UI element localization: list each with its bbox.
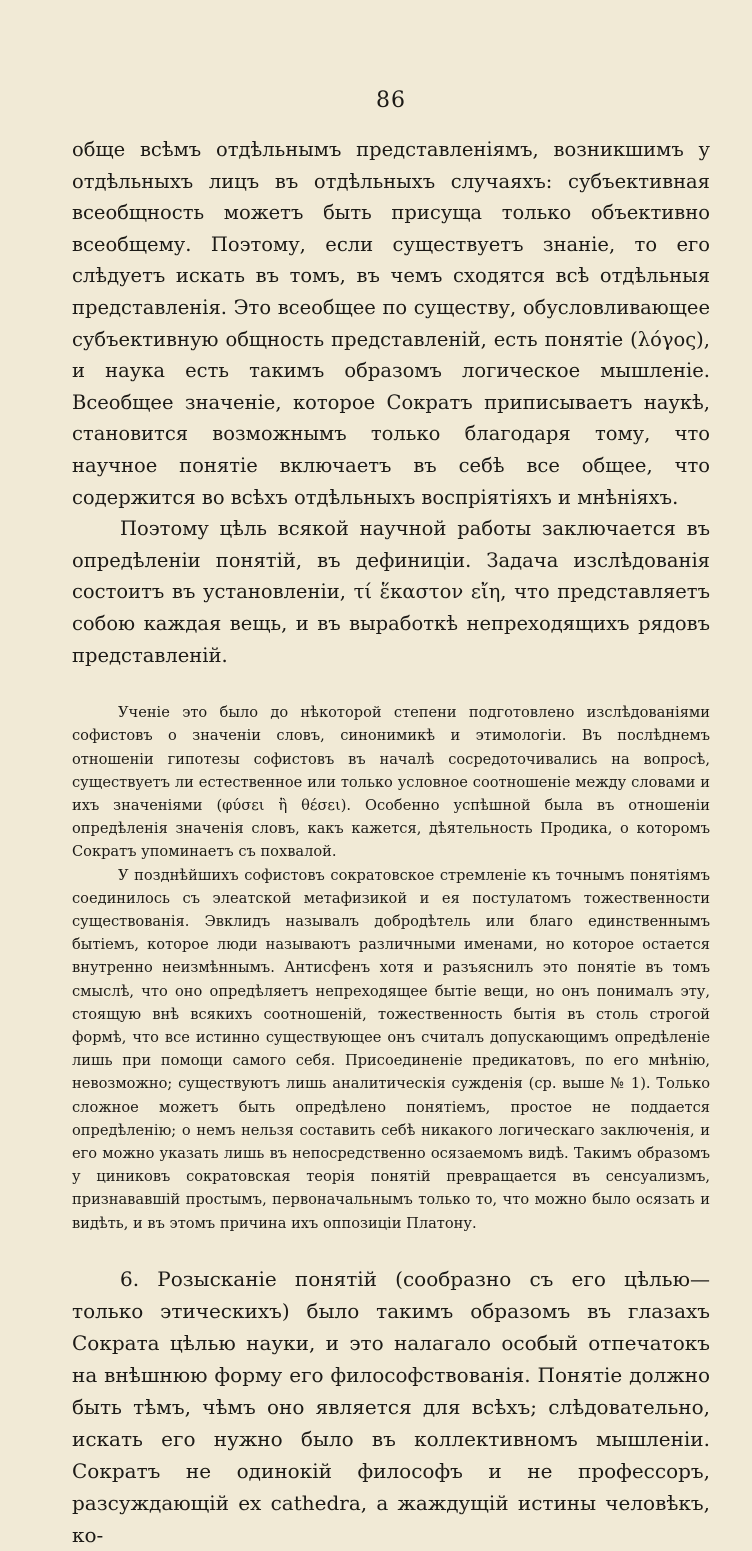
small-print-notes	[72, 701, 710, 1235]
main-text	[72, 134, 710, 671]
main-paragraph-1: обще всѣмъ отдѣльнымъ представленіямъ, возникшимъ у отдѣльныхъ лицъ въ отдѣльныхъ случаяхъ: субъективная всеобщность можетъ быть присуща только объективно всеобщему. Поэтому, если существуетъ знаніе, то его слѣдуетъ искать въ томъ, въ чемъ сходятся всѣ отдѣльныя представленія. Это всеобщее по существу, обусловливающее субъективную общность представленій, есть понятіе (λόγος), и наука есть такимъ образомъ логическое мышленіе. Всеобщее значеніе, которое Сократъ приписываетъ наукѣ, становится возможнымъ только благодаря тому, что научное понятіе включаетъ въ себѣ все общее, что содержится во всѣхъ отдѣльныхъ воспріятіяхъ и мнѣніяхъ.	[72, 138, 710, 509]
main-paragraph-2: Поэтому цѣль всякой научной работы заключается въ опредѣленіи понятій, въ дефиниціи. Задача изслѣдованія состоитъ въ установленіи, τί ἕκαστον εἴη, что представляетъ собою каждая вещь, и въ выработкѣ непреходящихъ рядовъ представленій.	[72, 517, 710, 667]
note-paragraph-2: У позднѣйшихъ софистовъ сократовское стремленіе къ точнымъ понятіямъ соединилось съ элеатской метафизикой и ея постулатомъ тожественности существованія. Эвклидъ называлъ добродѣтель или благо единственнымъ бытіемъ, которое люди называютъ различными именами, но которое остается внутренно неизмѣннымъ. Антисфенъ хотя и разъяснилъ это понятіе въ томъ смыслѣ, что оно опредѣляетъ непреходящее бытіе вещи, но онъ понималъ эту, стоящую внѣ всякихъ соотношеній, тожественность бытія въ столь строгой формѣ, что все истинно существующее онъ считалъ допускающимъ опредѣленіе лишь при помощи самого себя. Присоединеніе предикатовъ, по его мнѣнію, невозможно; существуютъ лишь аналитическія сужденія (ср. выше № 1). Только сложное можетъ быть опредѣлено понятіемъ, простое не поддается опредѣленію; о немъ нельзя составить себѣ никакого логическаго заключенія, и его можно указать лишь въ непосредственно осязаемомъ видѣ. Такимъ образомъ у циниковъ сократовская теорія понятій превращается въ сенсуализмъ, признававшій простымъ, первоначальнымъ только то, что можно было осязать и видѣть, и въ этомъ причина ихъ оппозиціи Платону.	[72, 866, 710, 1232]
section-6-paragraph: 6. Розысканіе понятій (сообразно съ его цѣлью—только этическихъ) было такимъ образомъ въ глазахъ Сократа цѣлью науки, и это налагало особый отпечатокъ на внѣшнюю форму его философствованія. Понятіе должно быть тѣмъ, чѣмъ оно является для всѣхъ; слѣдовательно, искать его нужно было въ коллективномъ мышленіи. Сократъ не одинокій философъ и не профессоръ, разсуждающій ex cathedra, а жаждущій истины человѣкъ, ко-	[72, 1266, 710, 1547]
note-paragraph-1: Ученіе это было до нѣкоторой степени подготовлено изслѣдованіями софистовъ о значеніи словъ, синонимикѣ и этимологіи. Въ послѣднемъ отношеніи гипотезы софистовъ въ началѣ сосредоточивались на вопросѣ, существуетъ ли естественное или только условное соотношеніе между словами и ихъ значеніями (φύσει ἢ θέσει). Особенно успѣшной была въ отношеніи опредѣленія значенія словъ, какъ кажется, дѣятельность Продика, о которомъ Сократъ упоминаетъ съ похвалой.	[72, 704, 710, 861]
section-6	[72, 1263, 710, 1551]
page-number: 86	[376, 88, 406, 113]
